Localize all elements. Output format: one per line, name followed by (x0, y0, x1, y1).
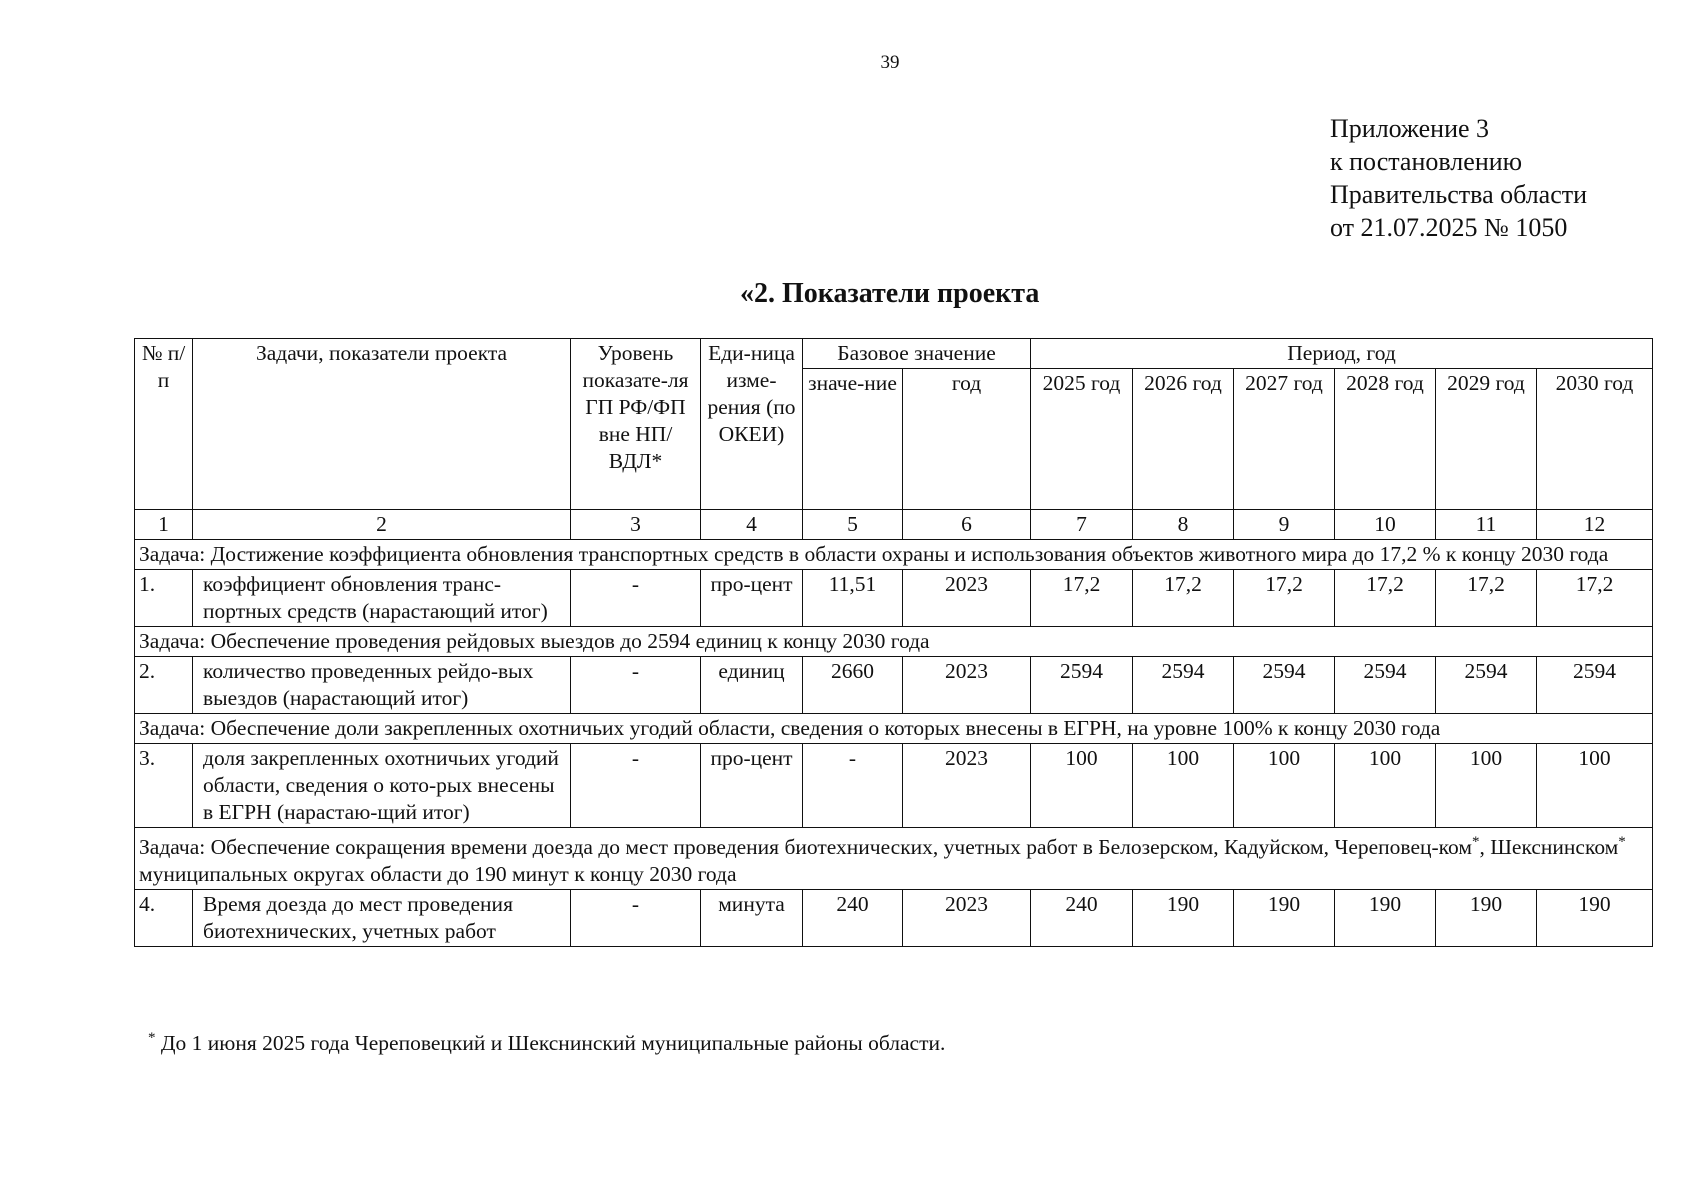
base-value: 11,51 (803, 570, 903, 627)
header-base: Базовое значение (803, 339, 1031, 369)
base-year: 2023 (903, 890, 1031, 947)
task-row (135, 540, 1653, 570)
year-value: 190 (1537, 890, 1653, 947)
year-value: 17,2 (1335, 570, 1436, 627)
header-tasks: Задачи, показатели проекта (193, 339, 571, 510)
indicator-row (135, 657, 1653, 714)
header-year: 2030 год (1537, 369, 1653, 510)
header-year: 2029 год (1436, 369, 1537, 510)
indicator-row (135, 570, 1653, 627)
year-value: 190 (1234, 890, 1335, 947)
year-value: 17,2 (1537, 570, 1653, 627)
indicator-unit: про-цент (701, 570, 803, 627)
indicator-name: количество проведенных рейдо-вых выездов (нарастающий итог) (193, 657, 571, 714)
column-number-row (135, 510, 1653, 540)
column-number: 8 (1133, 510, 1234, 540)
column-number: 3 (571, 510, 701, 540)
year-value: 2594 (1537, 657, 1653, 714)
year-value: 2594 (1031, 657, 1133, 714)
year-value: 17,2 (1234, 570, 1335, 627)
column-number: 10 (1335, 510, 1436, 540)
header-year: 2027 год (1234, 369, 1335, 510)
task-text-part: муниципальных округах области до 190 минут к концу 2030 года (139, 862, 737, 887)
row-num: 4. (135, 890, 193, 947)
year-value: 100 (1133, 744, 1234, 828)
year-value: 100 (1537, 744, 1653, 828)
appendix-line: Приложение 3 (1330, 114, 1490, 143)
task-text-part: , Шекснинском (1479, 835, 1619, 860)
header-base-value: значе-ние (803, 369, 903, 510)
year-value: 100 (1031, 744, 1133, 828)
year-value: 2594 (1436, 657, 1537, 714)
header-year: 2028 год (1335, 369, 1436, 510)
appendix-line: Правительства области (1330, 180, 1588, 209)
indicator-unit: про-цент (701, 744, 803, 828)
header-base-year: год (903, 369, 1031, 510)
year-value: 190 (1335, 890, 1436, 947)
column-number: 5 (803, 510, 903, 540)
year-value: 2594 (1133, 657, 1234, 714)
header-year: 2026 год (1133, 369, 1234, 510)
column-number: 4 (701, 510, 803, 540)
indicator-unit: минута (701, 890, 803, 947)
page-title: «2. Показатели проекта (740, 278, 1040, 309)
footnote-marker: * (1471, 834, 1480, 850)
column-number: 1 (135, 510, 193, 540)
year-value: 190 (1133, 890, 1234, 947)
task-text: Задача: Обеспечение доли закрепленных охотничьих угодий области, сведения о которых внесены в ЕГРН, на уровне 100% к концу 2030 года (135, 714, 1653, 744)
year-value: 17,2 (1031, 570, 1133, 627)
task-text-part: Задача: Обеспечение сокращения времени доезда до мест проведения биотехнических, учетных работ в Белозерском, Кадуйском, Череповец-ком (139, 835, 1472, 860)
base-value: - (803, 744, 903, 828)
indicator-level: - (571, 744, 701, 828)
indicator-level: - (571, 890, 701, 947)
task-text (135, 828, 1653, 890)
row-num: 1. (135, 570, 193, 627)
header-period: Период, год (1031, 339, 1653, 369)
year-value: 2594 (1234, 657, 1335, 714)
header-year: 2025 год (1031, 369, 1133, 510)
year-value: 100 (1335, 744, 1436, 828)
row-num: 3. (135, 744, 193, 828)
base-year: 2023 (903, 570, 1031, 627)
footnote-marker: * (148, 1030, 156, 1046)
indicator-name: Время доезда до мест проведения биотехнических, учетных работ (193, 890, 571, 947)
year-value: 190 (1436, 890, 1537, 947)
year-value: 240 (1031, 890, 1133, 947)
task-row (135, 828, 1653, 890)
year-value: 2594 (1335, 657, 1436, 714)
header-row (135, 339, 1653, 369)
base-value: 240 (803, 890, 903, 947)
task-text: Задача: Достижение коэффициента обновления транспортных средств в области охраны и использования объектов животного мира до 17,2 % к концу 2030 года (135, 540, 1653, 570)
base-value: 2660 (803, 657, 903, 714)
year-value: 100 (1234, 744, 1335, 828)
header-num: № п/п (135, 339, 193, 510)
indicator-row (135, 890, 1653, 947)
page-number: 39 (880, 52, 900, 73)
task-row (135, 714, 1653, 744)
column-number: 6 (903, 510, 1031, 540)
indicator-name: доля закрепленных охотничьих угодий области, сведения о кото-рых внесены в ЕГРН (нарастаю-щий итог) (193, 744, 571, 828)
column-number: 12 (1537, 510, 1653, 540)
header-unit: Еди-ница изме-рения (по ОКЕИ) (701, 339, 803, 510)
footnote (148, 1030, 945, 1056)
task-row (135, 627, 1653, 657)
indicator-row (135, 744, 1653, 828)
column-number: 2 (193, 510, 571, 540)
indicator-level: - (571, 657, 701, 714)
base-year: 2023 (903, 657, 1031, 714)
indicator-name: коэффициент обновления транс-портных средств (нарастающий итог) (193, 570, 571, 627)
year-value: 17,2 (1133, 570, 1234, 627)
column-number: 11 (1436, 510, 1537, 540)
footnote-text: До 1 июня 2025 года Череповецкий и Шекснинский муниципальные районы области. (155, 1031, 946, 1056)
year-value: 100 (1436, 744, 1537, 828)
row-num: 2. (135, 657, 193, 714)
footnote-marker: * (1618, 834, 1626, 850)
indicators-table (134, 338, 1653, 947)
appendix-line: от 21.07.2025 № 1050 (1330, 213, 1568, 242)
column-number: 7 (1031, 510, 1133, 540)
task-text: Задача: Обеспечение проведения рейдовых выездов до 2594 единиц к концу 2030 года (135, 627, 1653, 657)
indicator-unit: единиц (701, 657, 803, 714)
year-value: 17,2 (1436, 570, 1537, 627)
indicator-level: - (571, 570, 701, 627)
header-level: Уровень показате-ля ГП РФ/ФП вне НП/ВДЛ* (571, 339, 701, 510)
appendix-block (1330, 112, 1587, 244)
base-year: 2023 (903, 744, 1031, 828)
column-number: 9 (1234, 510, 1335, 540)
appendix-line: к постановлению (1330, 147, 1523, 176)
